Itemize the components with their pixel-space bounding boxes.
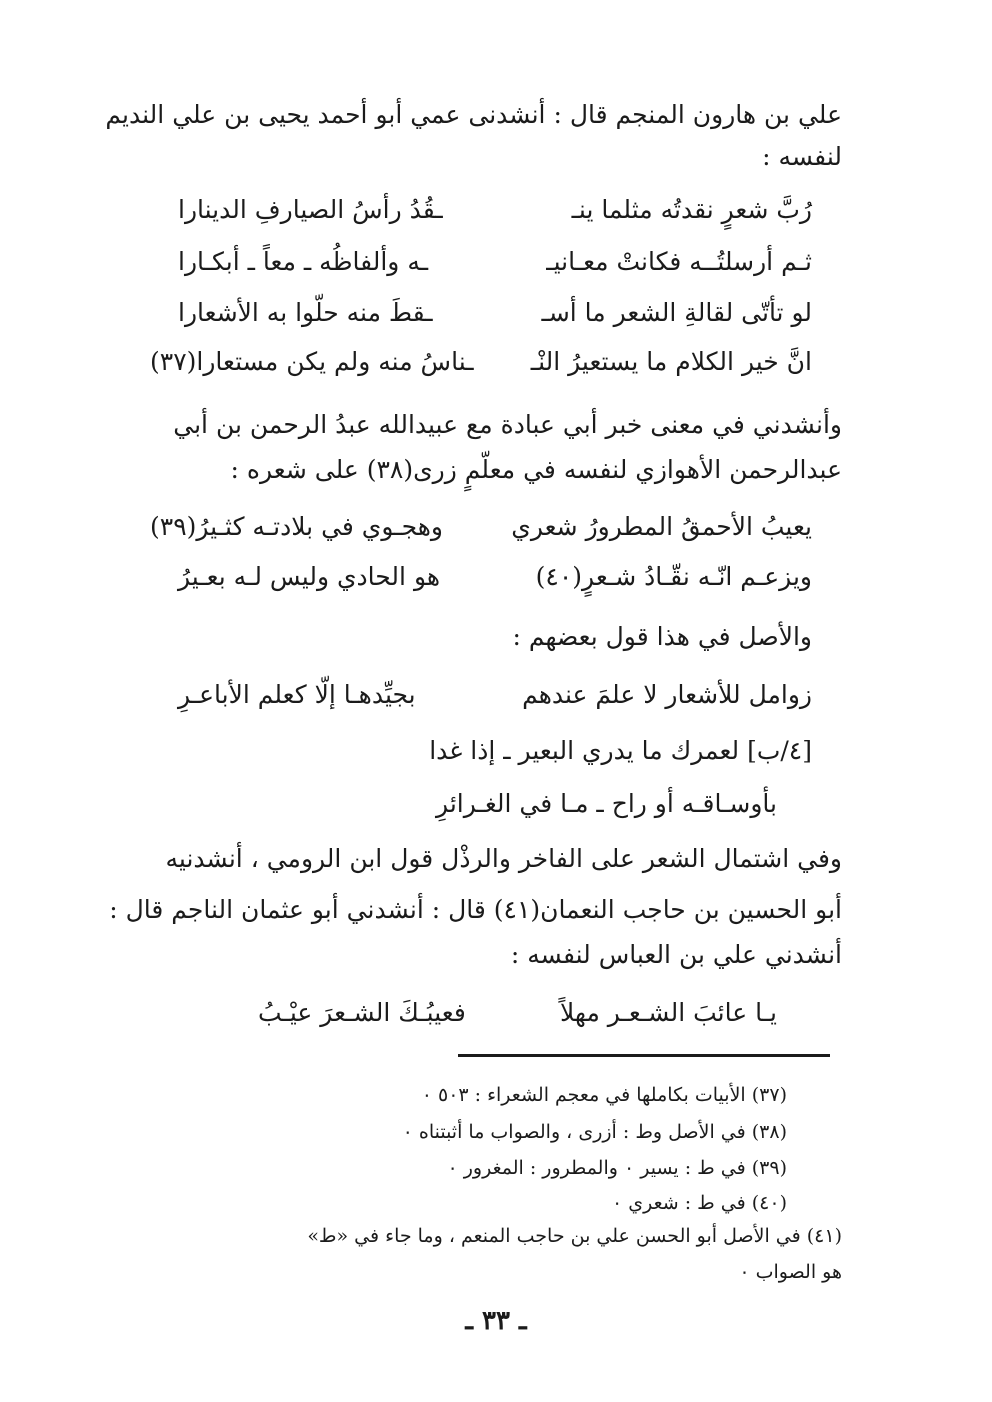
- verse-hemistich-left: ـقُدُ رأسُ الصيارفِ الدينارا: [178, 195, 443, 224]
- prose-line: والأصل في هذا قول بعضهم :: [512, 622, 812, 651]
- footnote: (٤٠) في ط : شعري ٠: [611, 1192, 787, 1214]
- verse-hemistich-right: انَّ خير الكلام ما يستعيرُ النْـ: [530, 347, 812, 376]
- verse-hemistich-left: ـه وألفاظُه ـ معاً ـ أبكـارا: [178, 247, 429, 276]
- verse-hemistich-left: بجيِّدهـا إلّا كعلم الأباعـرِ: [178, 680, 416, 709]
- verse-line: بأوسـاقـه أو راح ـ مـا في الغـرائرِ: [436, 789, 777, 818]
- footnote-separator: [458, 1054, 830, 1057]
- verse-hemistich-right: زوامل للأشعار لا علمَ عندهم: [522, 680, 812, 709]
- prose-line: علي بن هارون المنجم قال : أنشدنى عمي أبو أحمد يحيى بن علي النديم: [105, 100, 842, 129]
- verse-hemistich-right: ثـم أرسلتُــه فكانتْ معـانيـ: [546, 247, 812, 276]
- footnote: (٣٩) في ط : يسير ٠ والمطرور : المغرور ٠: [447, 1157, 787, 1179]
- verse-line: [٤/ب] لعمرك ما يدري البعير ـ إذا غدا: [429, 736, 812, 765]
- verse-hemistich-right: رُبَّ شعرٍ نقدتُه مثلما ينـ: [571, 195, 812, 224]
- page-number: ـ ٣٣ ـ: [465, 1306, 527, 1336]
- verse-hemistich-right: ويزعـم انّـه نقّـادُ شـعرٍ(٤٠): [535, 562, 812, 591]
- prose-line: أبو الحسين بن حاجب النعمان(٤١) قال : أنشدني أبو عثمان الناجم قال :: [109, 895, 842, 924]
- verse-hemistich-left: وهجـوي في بلادتـه كثـيرُ(٣٩): [150, 512, 444, 541]
- prose-line: وأنشدني في معنى خبر أبي عبادة مع عبيدالله عبدُ الرحمن بن أبي: [173, 410, 842, 439]
- verse-hemistich-left: فعيبُـكَ الشـعرَ عيْـبُ: [258, 998, 466, 1027]
- prose-line: وفي اشتمال الشعر على الفاخر والرذْل قول ابن الرومي ، أنشدنيه: [165, 844, 842, 873]
- prose-line: عبدالرحمن الأهوازي لنفسه في معلّمٍ زرى(٣٨) على شعره :: [230, 455, 842, 484]
- footnote: (٤١) في الأصل أبو الحسن علي بن حاجب المنعم ، وما جاء في «ط»: [307, 1225, 842, 1247]
- verse-hemistich-right: يعيبُ الأحمقُ المطرورُ شعري: [511, 512, 812, 541]
- verse-hemistich-left: هو الحادي وليس لـه بعـيرُ: [178, 562, 441, 591]
- prose-line: أنشدني علي بن العباس لنفسه :: [510, 940, 842, 969]
- verse-hemistich-right: يـا عائبَ الشـعـر مهلاً: [560, 998, 777, 1027]
- footnote: هو الصواب ٠: [739, 1261, 842, 1283]
- footnote: (٣٨) في الأصل وط : أزرى ، والصواب ما أثبتناه ٠: [402, 1121, 787, 1143]
- prose-line: لنفسه :: [762, 142, 842, 171]
- verse-hemistich-left: ـناسُ منه ولم يكن مستعارا(٣٧): [150, 347, 474, 376]
- footnote: (٣٧) الأبيات بكاملها في معجم الشعراء : ٥٠٣ ٠: [421, 1084, 787, 1106]
- verse-hemistich-right: لو تأتّى لقالةِ الشعر ما أسـ: [541, 298, 812, 327]
- verse-hemistich-left: ـقطَ منه حلّوا به الأشعارا: [178, 298, 433, 327]
